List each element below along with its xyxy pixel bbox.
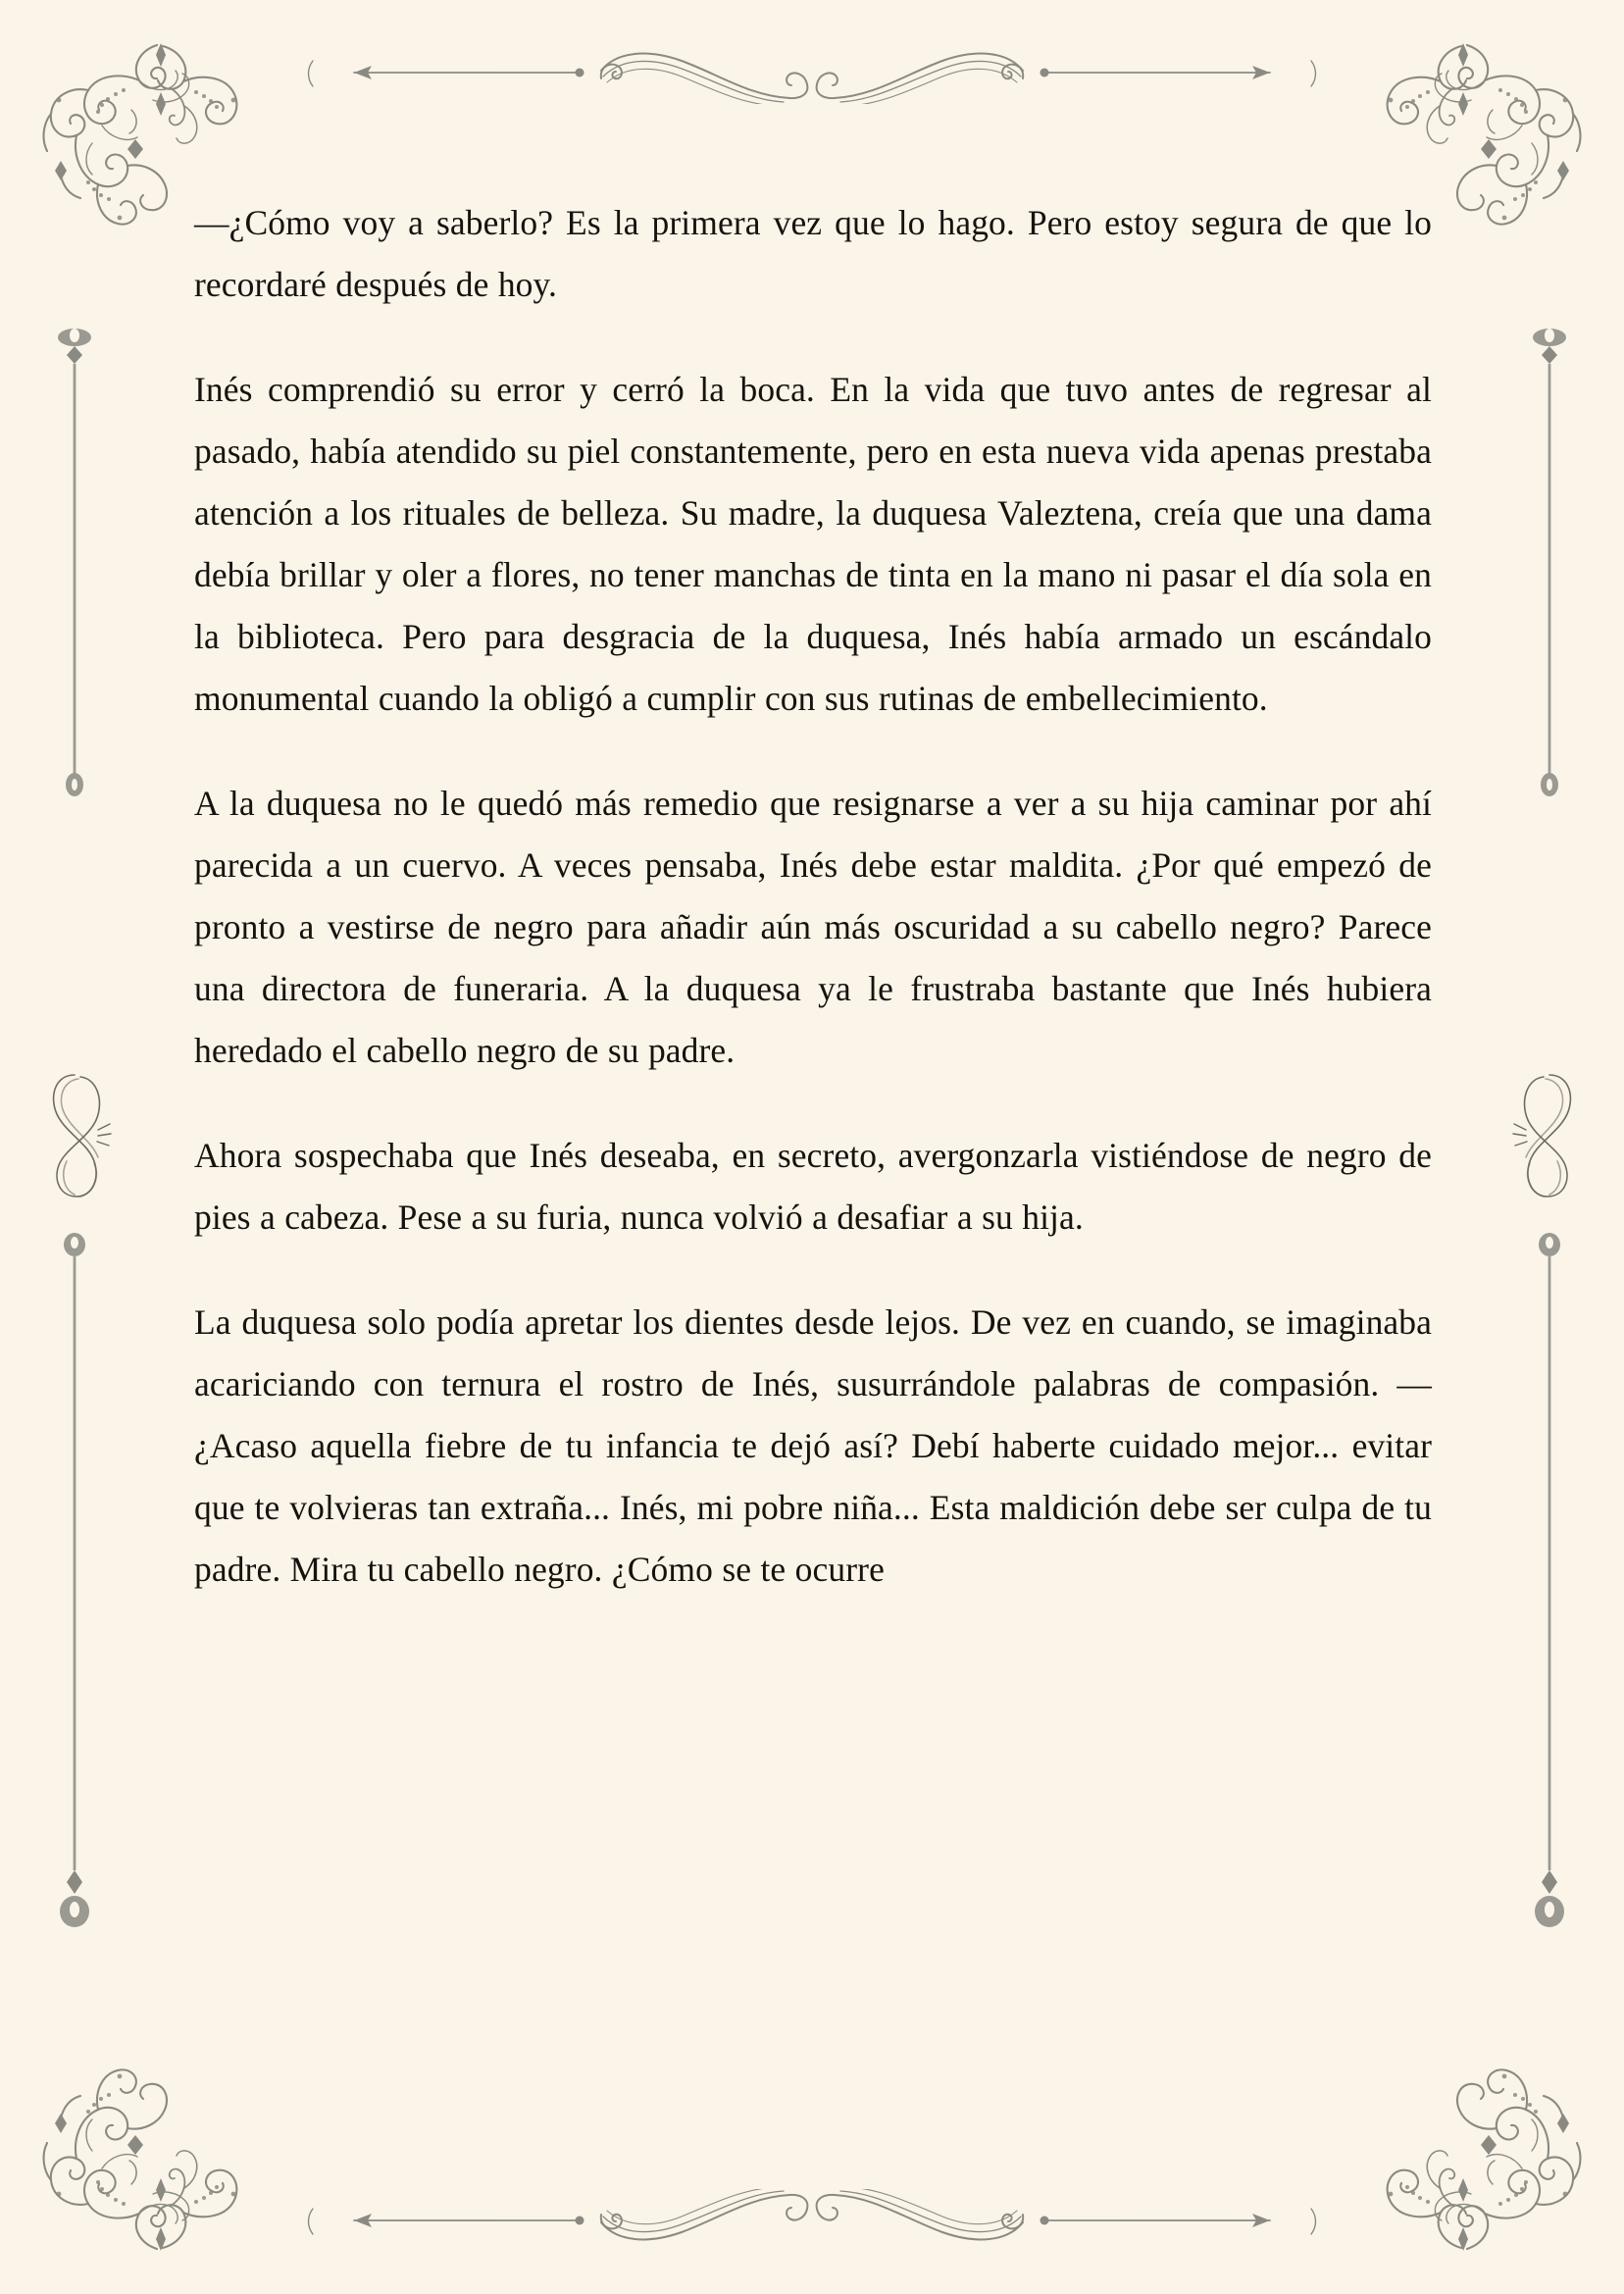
side-knot-right-icon	[1510, 1059, 1579, 1211]
corner-flourish-bottom-left-icon	[37, 2046, 263, 2257]
side-rod-left-upper-icon	[55, 324, 94, 819]
side-rod-right-upper-icon	[1530, 324, 1569, 819]
side-rod-right-lower-icon	[1530, 1231, 1569, 1942]
horizontal-divider-bottom-icon	[307, 2189, 1317, 2257]
side-rod-left-lower-icon	[55, 1231, 94, 1942]
horizontal-divider-top-icon	[307, 41, 1317, 109]
paragraph-3: A la duquesa no le quedó más remedio que resignarse a ver a su hija caminar por ahí parecida a un cuervo. A veces pensaba, Inés debe estar maldita. ¿Por qué empezó de pronto a vestirse de negro para añadir aún más oscuridad a su cabello negro? Parece una directora de funeraria. A la duquesa ya le frustraba bastante que Inés hubiera heredado el cabello negro de su padre.	[194, 784, 1432, 1070]
paragraph-4: Ahora sospechaba que Inés deseaba, en secreto, avergonzarla vistiéndose de negro de pies a cabeza. Pese a su furia, nunca volvió a desafiar a su hija.	[194, 1136, 1432, 1237]
paragraph-2: Inés comprendió su error y cerró la boca. En la vida que tuvo antes de regresar al pasado, había atendido su piel constantemente, pero en esta nueva vida apenas prestaba atención a los rituales de belleza. Su madre, la duquesa Valeztena, creía que una dama debía brillar y oler a flores, no tener manchas de tinta en la mano ni pasar el día sola en la biblioteca. Pero para desgracia de la duquesa, Inés había armado un escándalo monumental cuando la obligó a cumplir con sus rutinas de embellecimiento.	[194, 370, 1432, 718]
side-knot-left-icon	[45, 1059, 114, 1211]
paragraph-1: —¿Cómo voy a saberlo? Es la primera vez que lo hago. Pero estoy segura de que lo recordaré después de hoy.	[194, 203, 1432, 304]
paragraph-5: La duquesa solo podía apretar los dientes desde lejos. De vez en cuando, se imaginaba acariciando con ternura el rostro de Inés, susurrándole palabras de compasión. —¿Acaso aquella fiebre de tu infancia te dejó así? Debí haberte cuidado mejor... evitar que te volvieras tan extraña... Inés, mi pobre niña... Esta maldición debe ser culpa de tu padre. Mira tu cabello negro. ¿Cómo se te ocurre	[194, 1302, 1432, 1589]
corner-flourish-bottom-right-icon	[1361, 2046, 1587, 2257]
page-text-column	[194, 192, 1432, 1601]
